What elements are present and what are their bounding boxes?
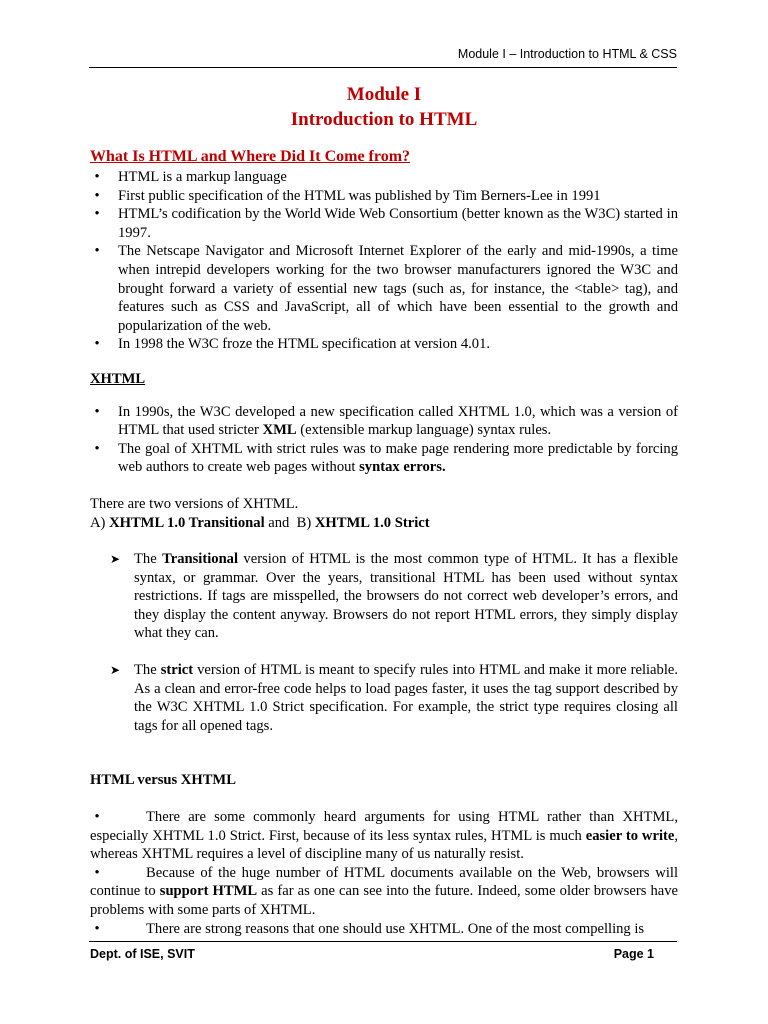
header-rule [89, 67, 677, 68]
list-item-text: The strict version of HTML is meant to specify rules into HTML and make it more reliable. As a clean and error-free code helps to load pages faster, it uses the tag support described by the W3C XHTML 1.0 Strict specification. For example, the strict type requires closing all tags for all opened tags. [134, 662, 679, 734]
versus-bullet-list [90, 808, 678, 938]
list-item-text: The Transitional version of HTML is the most common type of HTML. It has a flexible syntax, or grammar. Over the years, transitional HTML has been used without syntax restrictions. If tags are misspelled, the browsers do not correct web developer’s errors, and they display the content anyway. Browsers do not report HTML errors, they simply display what they can. [134, 551, 678, 642]
list-item-text: Because of the huge number of HTML documents available on the Web, browsers will continue to support HTML as far as one can see into the future. Indeed, some older browsers have problems with some parts of XHTML. [90, 864, 679, 918]
list-item-transitional [90, 550, 678, 643]
list-item [90, 403, 678, 440]
footer-department: Dept. of ISE, SVIT [90, 947, 195, 961]
origin-bullet-list [90, 168, 678, 354]
xhtml-bullet-list [90, 403, 678, 477]
list-item-strict [90, 661, 678, 735]
list-item-text: There are some commonly heard arguments for using HTML rather than XHTML, especially XHTML 1.0 Strict. First, because of its less syntax rules, HTML is much easier to write, whereas XHTML requires a level of discipline many of us naturally resist. [90, 809, 678, 863]
document-subtitle: Introduction to HTML [290, 109, 478, 130]
list-item [90, 440, 678, 477]
bullet-dot-icon: • [94, 440, 100, 457]
list-item [90, 205, 678, 242]
footer-page-number: Page 1 [613, 947, 654, 961]
arrowhead-bullet-icon: ➤ [110, 663, 121, 678]
document-title: Module I [346, 84, 422, 105]
list-item-text: The goal of XHTML with strict rules was to make page rendering more predictable by forcing web authors to create web pages without syntax errors. [118, 440, 678, 476]
page-content [90, 82, 678, 938]
arrowhead-bullet-icon: ➤ [110, 552, 121, 567]
section-heading-versus: HTML versus XHTML [90, 772, 236, 789]
spacer [90, 643, 678, 661]
list-item-text: There are strong reasons that one should use XHTML. One of the most compelling is [146, 920, 645, 937]
versions-intro: There are two versions of XHTML. [90, 495, 299, 512]
list-item-text: HTML is a markup language [118, 169, 287, 185]
list-item-text: The Netscape Navigator and Microsoft Internet Explorer of the early and mid-1990s, a time when intrepid developers working for the two browser manufacturers ignored the W3C and brought forward a variety of essential new tags (such as, for instance, the <table> tag), and features such as CSS and JavaScript, all of which have been essential to the growth and popularization of the web. [118, 243, 678, 334]
bullet-dot-icon: • [94, 920, 100, 937]
bullet-dot-icon: • [94, 403, 100, 420]
list-item-text: In 1998 the W3C froze the HTML specification at version 4.01. [118, 336, 491, 353]
list-item [90, 920, 678, 939]
list-item-text: In 1990s, the W3C developed a new specification called XHTML 1.0, which was a version of HTML that used stricter XML (extensible markup language) syntax rules. [118, 403, 678, 439]
section-heading-origin: What Is HTML and Where Did It Come from? [90, 148, 411, 165]
bullet-dot-icon: • [94, 169, 100, 185]
list-item-text: First public specification of the HTML was published by Tim Berners-Lee in 1991 [118, 187, 601, 204]
bullet-dot-icon: • [94, 187, 100, 204]
list-item [90, 187, 678, 206]
list-item [90, 242, 678, 335]
list-item [90, 335, 678, 354]
xhtml-versions-list [90, 550, 678, 735]
list-item [90, 168, 678, 187]
list-item [90, 808, 678, 864]
bullet-dot-icon: • [94, 864, 100, 881]
section-heading-xhtml: XHTML [90, 370, 146, 387]
bullet-dot-icon: • [94, 809, 100, 826]
list-item-text: HTML’s codification by the World Wide Web Consortium (better known as the W3C) started in 1997. [118, 206, 678, 241]
bullet-dot-icon: • [94, 336, 100, 353]
bullet-dot-icon: • [94, 206, 100, 223]
versions-line: A) XHTML 1.0 Transitional and B) XHTML 1.0 Strict [90, 514, 430, 531]
running-header: Module I – Introduction to HTML & CSS [457, 47, 677, 61]
list-item [90, 864, 678, 920]
bullet-dot-icon: • [94, 243, 100, 260]
footer-rule [89, 941, 677, 942]
